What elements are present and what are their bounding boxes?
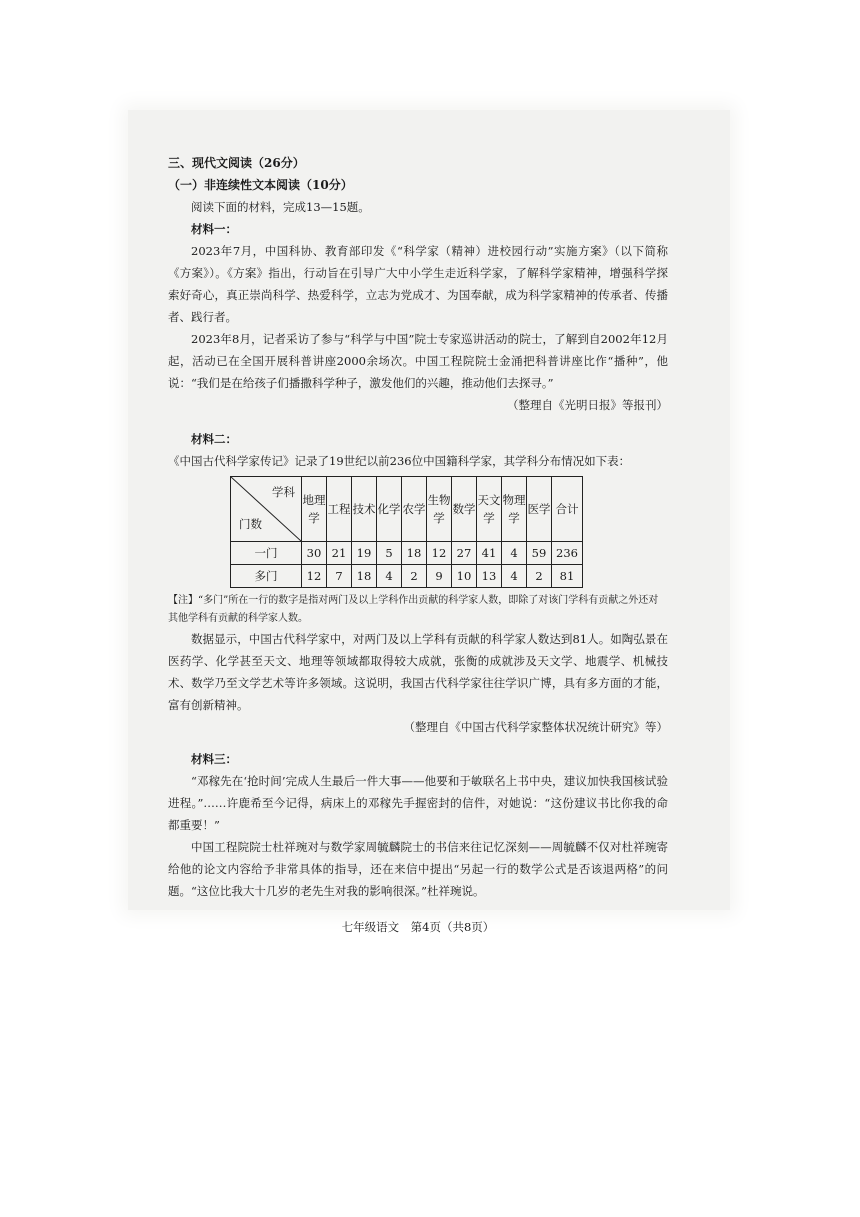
material-1-source: （整理自《光明日报》等报刊） bbox=[507, 398, 668, 412]
table-cell: 2 bbox=[402, 565, 427, 588]
corner-label-subject: 学科 bbox=[272, 485, 295, 499]
row-label: 一门 bbox=[231, 542, 302, 565]
material-1-label: 材料一： bbox=[191, 222, 237, 236]
header-cell: 技术 bbox=[352, 477, 377, 542]
material-2-intro: 《中国古代科学家传记》记录了19世纪以前236位中国籍科学家，其学科分布情况如下表： bbox=[168, 454, 631, 468]
table-cell: 7 bbox=[327, 565, 352, 588]
instruction: 阅读下面的材料，完成13—15题。 bbox=[191, 200, 370, 214]
header-cell: 天文学 bbox=[477, 477, 502, 542]
material-2-source: （整理自《中国古代科学家整体状况统计研究》等） bbox=[403, 720, 668, 734]
header-cell: 生物学 bbox=[427, 477, 452, 542]
table-cell: 41 bbox=[477, 542, 502, 565]
table-note: 【注】“多门”所在一行的数字是指对两门及以上学科作出贡献的科学家人数，即除了对该门学科有贡献之外还对其他学科有贡献的科学家人数。 bbox=[168, 595, 659, 624]
header-cell: 合计 bbox=[552, 477, 583, 542]
row-label: 多门 bbox=[231, 565, 302, 588]
material-1-paragraph: 2023年8月，记者采访了参与“科学与中国”院士专家巡讲活动的院士，了解到自2002年12月起，活动已在全国开展科普讲座2000余场次。中国工程院院士金涌把科普讲座比作“播种”，他说：“我们是在给孩子们播撒科学种子，激发他们的兴趣，推动他们去探寻。” bbox=[168, 332, 668, 390]
table-cell: 4 bbox=[502, 565, 527, 588]
header-cell: 数学 bbox=[452, 477, 477, 542]
table-row bbox=[231, 565, 583, 588]
table-row bbox=[231, 542, 583, 565]
header-cell: 农学 bbox=[402, 477, 427, 542]
header-cell: 物理学 bbox=[502, 477, 527, 542]
table-cell: 19 bbox=[352, 542, 377, 565]
table-cell: 9 bbox=[427, 565, 452, 588]
table-cell: 21 bbox=[327, 542, 352, 565]
table-cell: 2 bbox=[527, 565, 552, 588]
material-1-paragraph: 2023年7月，中国科协、教育部印发《“科学家（精神）进校园行动”实施方案》（以下简称《方案》）。《方案》指出，行动旨在引导广大中小学生走近科学家，了解科学家精神，增强科学探索好奇心，真正崇尚科学、热爱科学，立志为党成才、为国奉献，成为科学家精神的传承者、传播者、践行者。 bbox=[168, 244, 668, 324]
material-3-paragraph: “邓稼先在‘抢时间’完成人生最后一件大事——他要和于敏联名上书中央，建议加快我国核试验进程。”……许鹿希至今记得，病床上的邓稼先手握密封的信件，对她说：“这份建议书比你我的命都重要！” bbox=[168, 774, 668, 832]
header-cell: 地理学 bbox=[302, 477, 327, 542]
table-cell: 4 bbox=[502, 542, 527, 565]
header-cell: 化学 bbox=[377, 477, 402, 542]
header-cell: 工程 bbox=[327, 477, 352, 542]
table-cell: 81 bbox=[552, 565, 583, 588]
material-2-label: 材料二： bbox=[191, 432, 237, 446]
material-2-paragraph: 数据显示，中国古代科学家中，对两门及以上学科有贡献的科学家人数达到81人。如陶弘景在医药学、化学甚至天文、地理等领域都取得较大成就，张衡的成就涉及天文学、地震学、机械技术、数学乃至文学艺术等许多领域。这说明，我国古代科学家往往学识广博，具有多方面的才能，富有创新精神。 bbox=[168, 632, 668, 712]
table-corner-cell bbox=[231, 477, 302, 542]
table-cell: 4 bbox=[377, 565, 402, 588]
page-footer: 七年级语文 第4页（共8页） bbox=[341, 920, 495, 934]
table-cell: 18 bbox=[402, 542, 427, 565]
table-cell: 12 bbox=[427, 542, 452, 565]
corner-label-count: 门数 bbox=[239, 517, 262, 531]
exam-page bbox=[168, 152, 668, 938]
material-3-paragraph: 中国工程院院士杜祥琬对与数学家周毓麟院士的书信来往记忆深刻——周毓麟不仅对杜祥琬寄给他的论文内容给予非常具体的指导，还在来信中提出“另起一行的数学公式是否该退两格”的问题。“这位比我大十几岁的老先生对我的影响很深。”杜祥琬说。 bbox=[168, 840, 668, 898]
section-title: 三、现代文阅读（26分） bbox=[168, 156, 305, 170]
table-cell: 10 bbox=[452, 565, 477, 588]
table-cell: 13 bbox=[477, 565, 502, 588]
table-cell: 236 bbox=[552, 542, 583, 565]
subject-distribution-table bbox=[230, 476, 583, 588]
table-cell: 30 bbox=[302, 542, 327, 565]
table-cell: 27 bbox=[452, 542, 477, 565]
table-cell: 59 bbox=[527, 542, 552, 565]
section-subtitle: （一）非连续性文本阅读（10分） bbox=[168, 178, 353, 192]
table-cell: 18 bbox=[352, 565, 377, 588]
table-cell: 5 bbox=[377, 542, 402, 565]
table-cell: 12 bbox=[302, 565, 327, 588]
header-cell: 医学 bbox=[527, 477, 552, 542]
material-3-label: 材料三： bbox=[191, 752, 237, 766]
